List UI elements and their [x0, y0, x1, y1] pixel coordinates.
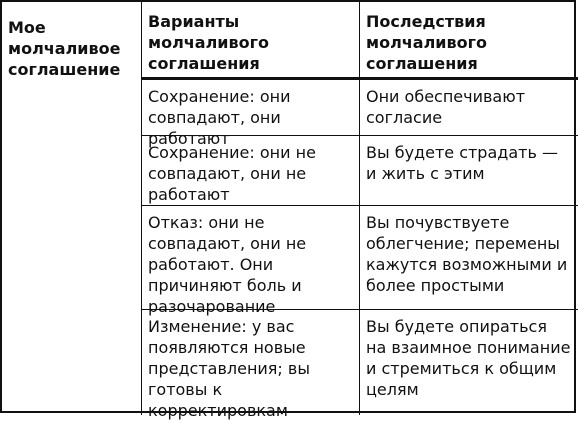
table-row-1-consequence: Они обеспечивают согласие: [360, 80, 578, 136]
table-row-3-consequence: Вы почувствуете облегчение; перемены кажутся возможными и более простыми: [360, 206, 578, 310]
header-consequences: Последствия молчаливого соглашения: [360, 2, 578, 80]
table-row-4-consequence: Вы будете опираться на взаимное понимание и стремиться к общим целям: [366, 317, 571, 399]
table-row-2-variant: Сохранение: они не совпадают, они не работают: [142, 136, 360, 206]
header-my-agreement: Мое молчаливое соглашение: [8, 18, 121, 79]
table-row-4-variant: Изменение: у вас появляются новые представления; вы готовы к корректировкам: [142, 310, 360, 415]
my-agreement-column: [2, 2, 142, 415]
header-variants: Варианты молчаливого соглашения: [142, 2, 360, 80]
table-row-2-consequence: Вы будете страдать — и жить с этим: [360, 136, 578, 206]
table-row-3-variant: Отказ: они не совпадают, они не работают. Они причиняют боль и разочарование: [142, 206, 360, 310]
table-row-1-variant: Сохранение: они совпадают, они работают: [142, 80, 360, 136]
